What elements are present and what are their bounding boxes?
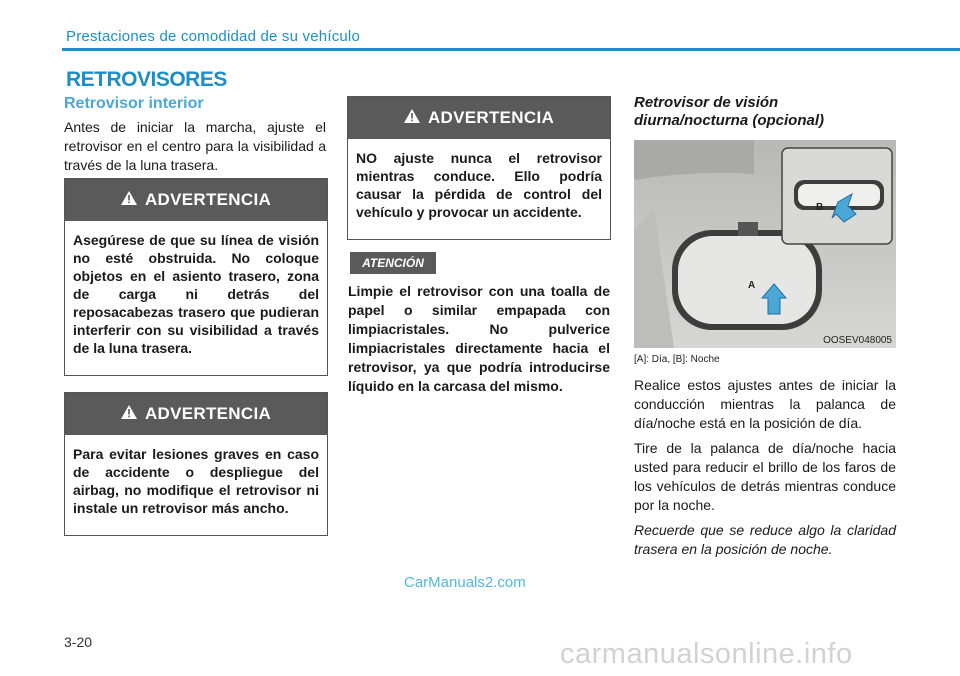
warning-box-obstruction xyxy=(64,178,328,376)
warning-triangle-icon xyxy=(404,108,420,128)
daynight-body xyxy=(634,376,896,565)
header-divider xyxy=(62,48,960,51)
warning-triangle-icon xyxy=(121,190,137,210)
warning-text: Para evitar lesiones graves en caso de accidente o despliegue del airbag, no modifique el retrovisor ni instale un retrovisor más ancho. xyxy=(73,446,319,516)
warning-label: ADVERTENCIA xyxy=(144,190,272,209)
site-watermark: carmanualsonline.info xyxy=(560,638,853,670)
warning-label: ADVERTENCIA xyxy=(144,404,272,423)
warning-header xyxy=(65,393,327,435)
daynight-note: Recuerde que se reduce algo la claridad trasera en la posición de noche. xyxy=(634,522,896,557)
daynight-title: Retrovisor de visión diurna/nocturna (opcional) xyxy=(634,94,824,129)
warning-text: Asegúrese de que su línea de visión no esté obstruida. No coloque objetos en el asiento trasero, zona de carga ni detrás del reposacabezas trasero que pudieran interferir con su visibilidad a través de la luna trasera. xyxy=(73,232,319,356)
figure-label-a: A xyxy=(748,280,756,291)
warning-label: ADVERTENCIA xyxy=(427,108,555,127)
section-title: RETROVISORES xyxy=(66,68,227,91)
attention-text: Limpie el retrovisor con una toalla de papel o similar empapada con limpiacristales. No pulverice limpiacristales directamente hacia el retrovisor, ya que podría introducirse líquido en la carcasa del mismo. xyxy=(348,283,610,394)
intro-paragraph: Antes de iniciar la marcha, ajuste el retrovisor en el centro para la visibilidad a través de la luna trasera. xyxy=(64,119,326,173)
watermark-link[interactable]: CarManuals2.com xyxy=(404,574,526,591)
figure-code: OOSEV048005 xyxy=(823,335,892,346)
figure-label-b: B xyxy=(816,202,824,213)
warning-text: NO ajuste nunca el retrovisor mientras conduce. Ello podría causar la pérdida de control del vehículo y provocar un accidente. xyxy=(356,150,602,220)
subsection-title-interior: Retrovisor interior xyxy=(64,95,204,112)
warning-box-driving xyxy=(347,96,611,240)
daynight-paragraph: Realice estos ajustes antes de iniciar la conducción mientras la palanca de día/noche está en la posición de día. xyxy=(634,377,896,431)
warning-header xyxy=(348,97,610,139)
daynight-paragraph: Tire de la palanca de día/noche hacia usted para reducir el brillo de los faros de los vehículos de detrás mientras conduce por la noche. xyxy=(634,440,896,513)
mirror-illustration xyxy=(634,140,896,348)
page-number: 3-20 xyxy=(64,634,93,650)
warning-triangle-icon xyxy=(121,404,137,424)
attention-badge: ATENCIÓN xyxy=(350,252,436,274)
warning-header xyxy=(65,179,327,221)
mirror-drawing xyxy=(634,140,896,348)
warning-box-airbag xyxy=(64,392,328,536)
figure-caption: [A]: Día, [B]: Noche xyxy=(634,354,720,365)
header-title: Prestaciones de comodidad de su vehículo xyxy=(66,28,361,45)
